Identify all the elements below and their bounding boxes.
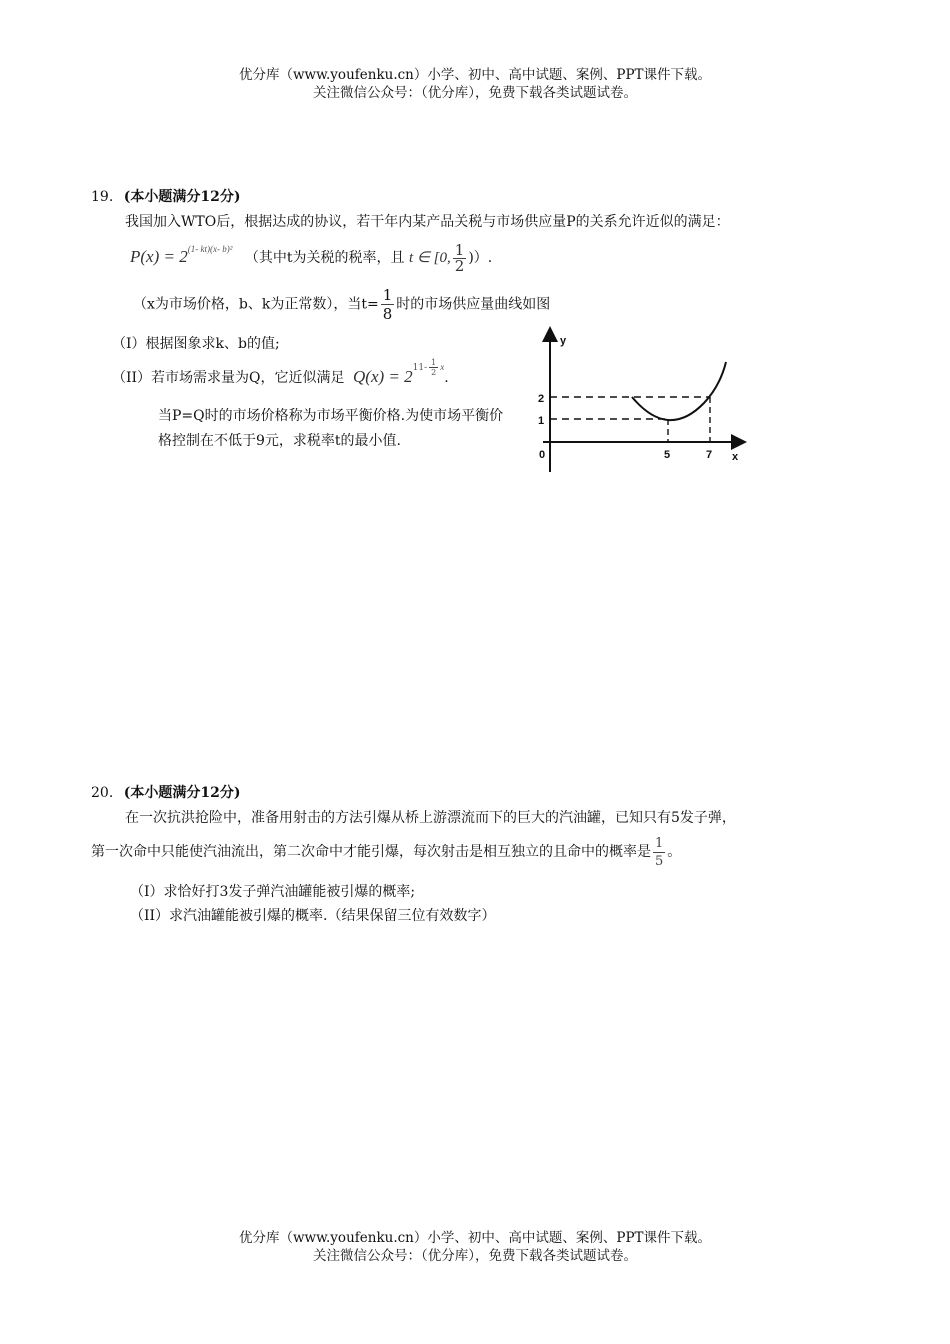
footer-line-1: 优分库（www.youfenku.cn）小学、初中、高中试题、案例、PPT课件下载。: [238, 1230, 712, 1246]
q19-part2-line: [112, 358, 449, 393]
x-axis-label: x: [732, 451, 739, 463]
q19-formula-line: [130, 238, 492, 276]
probability-fraction: $\frac{1}{5}$: [655, 835, 664, 869]
page-header: [0, 66, 950, 102]
q19-line3-post: 时的市场供应量曲线如图: [396, 296, 551, 313]
q19-part2-pre: （II）若市场需求量为Q，它近似满足: [112, 370, 345, 386]
q20-part1: （I）求恰好打3发子弹汽油罐能被引爆的概率;: [130, 884, 416, 900]
q19-line3-pre: （x为市场价格，b、k为正常数），当t=: [133, 296, 379, 313]
p-formula: P(x) = 2: [130, 247, 188, 266]
q20-title: (本小题满分12分): [123, 785, 241, 801]
q20-heading: [91, 782, 240, 802]
q20-number: 20.: [91, 785, 114, 801]
q19-condition-close: )）.: [468, 250, 493, 266]
supply-curve-graph: [515, 322, 755, 482]
q20-line2: [91, 832, 681, 872]
page-footer: [0, 1229, 950, 1265]
q20-line1: 在一次抗洪抢险中，准备用射击的方法引爆从桥上游漂流而下的巨大的汽油罐，已知只有5发子弹，: [125, 810, 736, 826]
y-axis-label: y: [560, 335, 567, 347]
header-line-2: 关注微信公众号：（优分库），免费下载各类试题试卷。: [313, 85, 637, 101]
q19-interval: t ∈ [0,: [408, 250, 451, 266]
supply-curve: [632, 362, 726, 420]
q20-line2-pre: 第一次命中只能使汽油流出，第二次命中才能引爆，每次射击是相互独立的且命中的概率是: [91, 844, 651, 860]
q19-line3: [133, 286, 550, 326]
q19-intro: 我国加入WTO后，根据达成的协议，若干年内某产品关税与市场供应量P的关系允许近似的满足：: [125, 214, 730, 230]
x-tick-5: 5: [664, 449, 671, 461]
footer-line-2: 关注微信公众号：（优分库），免费下载各类试题试卷。: [313, 1248, 637, 1264]
x-tick-7: 7: [706, 449, 713, 461]
q19-title: (本小题满分12分): [123, 189, 241, 205]
q-formula-dot: .: [444, 370, 449, 386]
eighth-fraction: $\frac{1}{8}$: [382, 286, 393, 323]
q20-part2: （II）求汽油罐能被引爆的概率.（结果保留三位有效数字）: [130, 908, 496, 924]
q19-heading: [91, 186, 240, 206]
q-formula: Q(x) = 2: [353, 367, 413, 386]
p-formula-exponent: (1- kt)(x- b)²: [187, 244, 233, 254]
header-line-1: 优分库（www.youfenku.cn）小学、初中、高中试题、案例、PPT课件下载。: [238, 67, 712, 83]
q19-condition-text: （其中t为关税的税率，且: [244, 250, 405, 266]
y-tick-2: 2: [538, 393, 545, 405]
q19-part2-body: 当P=Q时的市场价格称为市场平衡价格.为使市场平衡价格控制在不低于9元，求税率t的最小值.: [158, 408, 504, 449]
y-tick-1: 1: [538, 415, 545, 427]
q20-line2-post: 。: [667, 844, 682, 860]
q-formula-exponent: 11- 1 2 x: [412, 358, 445, 377]
q19-number: 19.: [91, 189, 114, 205]
q19-part1: （I）根据图象求k、b的值;: [112, 336, 280, 352]
origin-label: 0: [539, 449, 546, 461]
half-fraction: $\frac{1}{2}$: [454, 240, 465, 275]
